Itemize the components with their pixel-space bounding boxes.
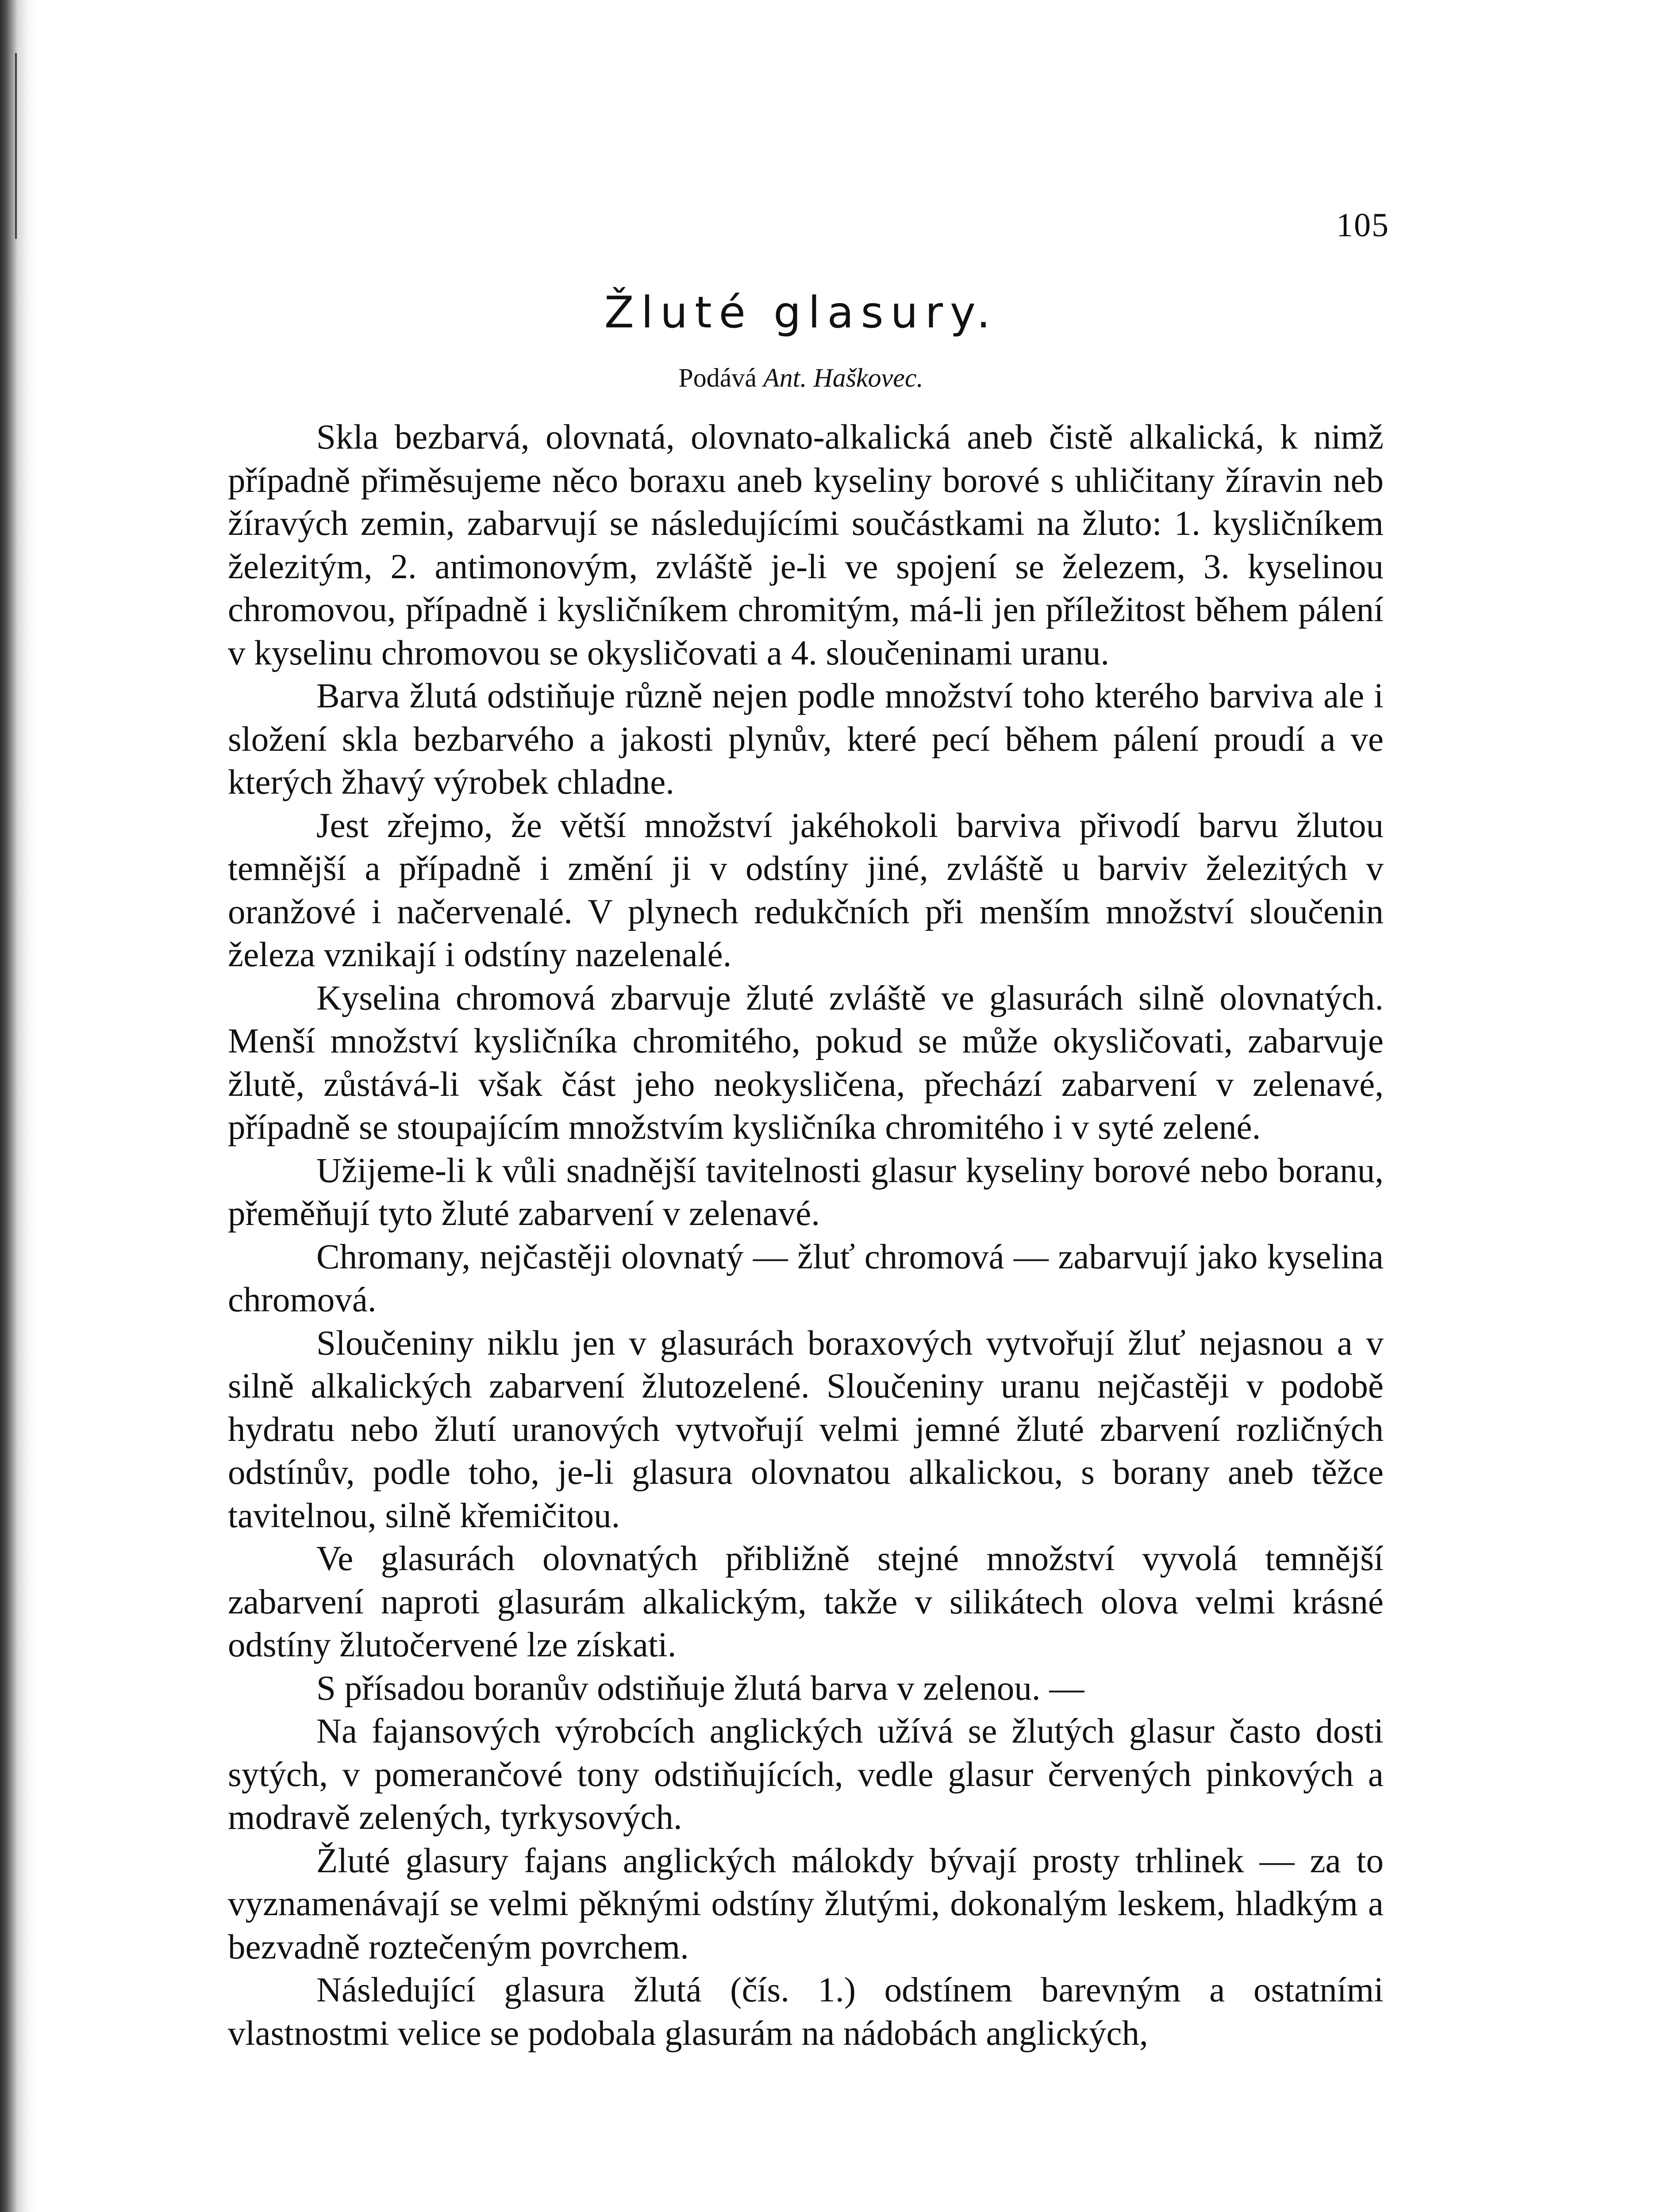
paragraph: Sloučeniny niklu jen v glasurách boraxových vytvořují žluť nejasnou a v silně alkalických zabarvení žlutozelené. Sloučeniny uranu nejčastěji v podobě hydratu nebo žlutí uranových vytvořují velmi jemné žluté zbarvení rozličných odstínův, podle toho, je-li glasura olovnatou alkalickou, s borany aneb těžce tavitelnou, silně křemičitou. — [228, 1324, 1384, 1535]
page-number: 105 — [1336, 207, 1389, 244]
paragraph: Skla bezbarvá, olovnatá, olovnato-alkalická aneb čistě alkalická, k nimž případně přiměsujeme něco boraxu aneb kyseliny borové s uhličitany žíravin neb žíravých zemin, zabarvují se následujícími součástkami na žluto: 1. kysličníkem železitým, 2. antimonovým, zvláště je-li ve spojení se železem, 3. kyselinou chromovou, případně i kysličníkem chromitým, má-li jen příležitost během pálení v kyselinu chromovou se okysličovati a 4. sloučeninami uranu. — [228, 418, 1384, 672]
paragraph: Kyselina chromová zbarvuje žluté zvláště ve glasurách silně olovnatých. Menší množství kysličníka chromitého, pokud se může okysličovati, zabarvuje žlutě, zůstává-li však část jeho neokysličena, přechází zabarvení v zelenavé, případně se stoupajícím množstvím kysličníka chromitého i v syté zelené. — [228, 979, 1384, 1147]
paragraph: Na fajansových výrobcích anglických užívá se žlutých glasur často dosti sytých, v pomerančové tony odstiňujících, vedle glasur červených pinkových a modravě zelených, tyrkysových. — [228, 1712, 1384, 1837]
byline — [221, 363, 1380, 393]
article-title: Žluté glasury. — [604, 288, 998, 338]
byline-author: Ant. Haškovec. — [763, 363, 923, 392]
paragraph: Jest zřejmo, že větší množství jakéhokoli barviva přivodí barvu žlutou temnější a případně i změní ji v odstíny jiné, zvláště u barviv železitých v oranžové i načervenalé. V plynech redukčních při menším množství sloučenin železa vznikají i odstíny nazelenalé. — [228, 806, 1384, 974]
paragraph: Následující glasura žlutá (čís. 1.) odstínem barevným a ostatními vlastnostmi velice se podobala glasurám na nádobách anglických, — [228, 1971, 1384, 2053]
paragraph: Žluté glasury fajans anglických málokdy bývají prosty trhlinek — za to vyznamenávají se velmi pěknými odstíny žlutými, dokonalým leskem, hladkým a bezvadně roztečeným povrchem. — [228, 1841, 1384, 1966]
article-body — [228, 416, 1384, 2055]
paragraph: Ve glasurách olovnatých přibližně stejné množství vyvolá temnější zabarvení naproti glasurám alkalickým, takže v silikátech olova velmi krásné odstíny žlutočervené lze získati. — [228, 1540, 1384, 1664]
paragraph: Barva žlutá odstiňuje různě nejen podle množství toho kterého barviva ale i složení skla bezbarvého a jakosti plynův, které pecí během pálení proudí a ve kterých žhavý výrobek chladne. — [228, 677, 1384, 802]
paragraph: Chromany, nejčastěji olovnatý — žluť chromová — zabarvují jako kyselina chromová. — [228, 1237, 1384, 1319]
paragraph: S přísadou boranův odstiňuje žlutá barva v zelenou. — — [316, 1669, 1084, 1708]
paragraph: Užijeme-li k vůli snadnější tavitelnosti glasur kyseliny borové nebo boranu, přeměňují tyto žluté zabarvení v zelenavé. — [228, 1151, 1384, 1233]
scan-binding-edge — [0, 0, 35, 2212]
byline-prefix: Podává — [678, 363, 764, 392]
